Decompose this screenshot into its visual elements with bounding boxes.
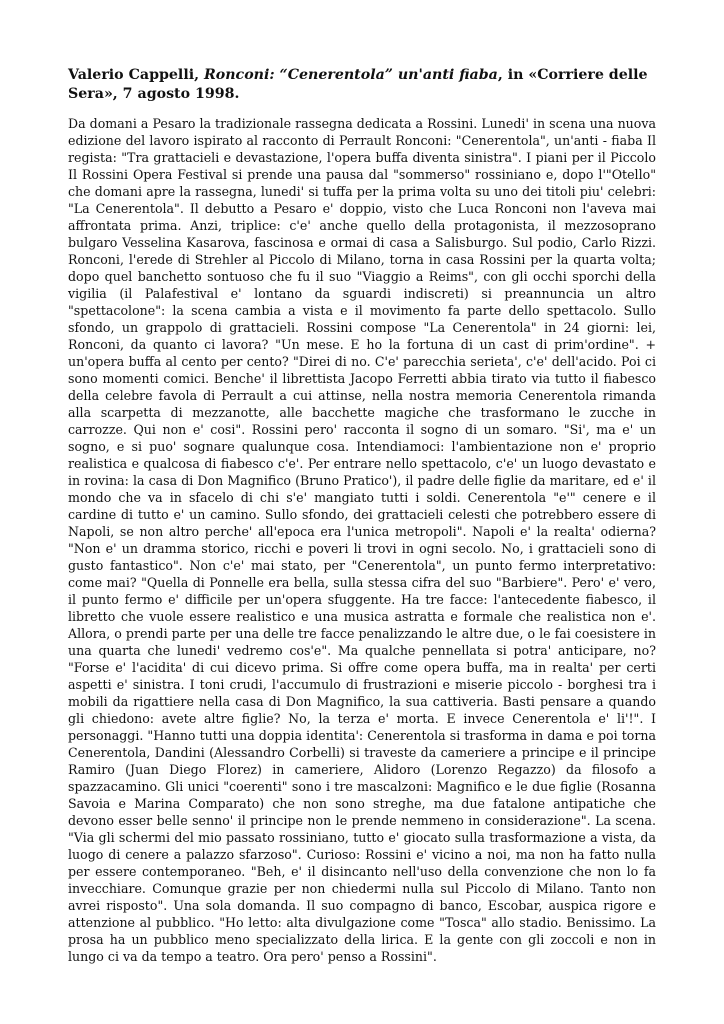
article-author: Valerio Cappelli, xyxy=(68,67,204,83)
article-heading xyxy=(68,66,656,104)
article-body: Da domani a Pesaro la tradizionale rassegna dedicata a Rossini. Lunedi' in scena una nuova edizione del lavoro ispirato al racconto di Perrault Ronconi: "Cenerentola", un'anti - fiaba Il regista: "Tra grattacieli e devastazione, l'opera buffa diventa sinistra". I piani per il Piccolo Il Rossini Opera Festival si prende una pausa dal "sommerso" rossiniano e, dopo l'"Otello" che domani apre la rassegna, lunedi' si tuffa per la prima volta su uno dei titoli piu' celebri: "La Cenerentola". Il debutto a Pesaro e' doppio, visto che Luca Ronconi non l'aveva mai affrontata prima. Anzi, triplice: c'e' anche quello della protagonista, il mezzosoprano bulgaro Vesselina Kasarova, fascinosa e ormai di casa a Salisburgo. Sul podio, Carlo Rizzi. Ronconi, l'erede di Strehler al Piccolo di Milano, torna in casa Rossini per la quarta volta; dopo quel banchetto sontuoso che fu il suo "Viaggio a Reims", con gli occhi sporchi della vigilia (il Palafestival e' lontano da sguardi indiscreti) si preannuncia un altro "spettacolone": la scena cambia a vista e il movimento fa parte dello spettacolo. Sullo sfondo, un grappolo di grattacieli. Rossini compose "La Cenerentola" in 24 giorni: lei, Ronconi, da quanto ci lavora? "Un mese. E ho la fortuna di un cast di prim'ordine". + un'opera buffa al cento per cento? "Direi di no. C'e' parecchia serieta', c'e' dell'acido. Poi ci sono momenti comici. Benche' il librettista Jacopo Ferretti abbia tirato via tutto il fiabesco della celebre favola di Perrault a cui attinse, nella nostra memoria Cenerentola rimanda alla scarpetta di mezzanotte, alle bacchette magiche che trasformano le zucche in carrozze. Qui non e' cosi". Rossini pero' racconta il sogno di un somaro. "Si', ma e' un sogno, e si puo' sognare qualunque cosa. Intendiamoci: l'ambientazione non e' proprio realistica e qualcosa di fiabesco c'e'. Per entrare nello spettacolo, c'e' un luogo devastato e in rovina: la casa di Don Magnifico (Bruno Pratico'), il padre delle figlie da maritare, ed e' il mondo che va in sfacelo di chi s'e' mangiato tutti i soldi. Cenerentola "e'" cenere e il cardine di tutto e' un camino. Sullo sfondo, dei grattacieli celesti che potrebbero essere di Napoli, se non altro perche' all'epoca era l'unica metropoli". Napoli e' la realta' odierna? "Non e' un dramma storico, ricchi e poveri li trovi in ogni secolo. No, i grattacieli sono di gusto fantastico". Non c'e' mai stato, per "Cenerentola", un punto fermo interpretativo: come mai? "Quella di Ponnelle era bella, sulla stessa cifra del suo "Barbiere". Pero' e' vero, il punto fermo e' difficile per un'opera sfuggente. Ha tre facce: l'antecedente fiabesco, il libretto che vuole essere realistico e una musica astratta e formale che realistica non e'. Allora, o prendi parte per una delle tre facce penalizzando le altre due, o le fai coesistere in una quarta che lunedi' vedremo cos'e". Ma qualche pennellata si potra' anticipare, no? "Forse e' l'acidita' di cui dicevo prima. Si offre come opera buffa, ma in realta' per certi aspetti e' sinistra. I toni crudi, l'accumulo di frustrazioni e miserie piccolo - borghesi tra i mobili da rigattiere nella casa di Don Magnifico, la sua cattiveria. Basti pensare a quando gli chiedono: avete altre figlie? No, la terza e' morta. E invece Cenerentola e' li'!". I personaggi. "Hanno tutti una doppia identita': Cenerentola si trasforma in dama e poi torna Cenerentola, Dandini (Alessandro Corbelli) si traveste da cameriere a principe e il principe Ramiro (Juan Diego Florez) in cameriere, Alidoro (Lorenzo Regazzo) da filosofo a spazzacamino. Gli unici "coerenti" sono i tre mascalzoni: Magnifico e le due figlie (Rosanna Savoia e Marina Comparato) che non sono streghe, ma due fatalone antipatiche che devono esser belle senno' il principe non le prende nemmeno in considerazione". La scena. "Via gli schermi del mio passato rossiniano, tutto e' giocato sulla trasformazione a vista, da luogo di cenere a palazzo sfarzoso". Curioso: Rossini e' vicino a noi, ma non ha fatto nulla per essere contemporaneo. "Beh, e' il disincanto nell'uso della convenzione che non lo fa invecchiare. Comunque grazie per non chiedermi nulla sul Piccolo di Milano. Tanto non avrei risposto". Una sola domanda. Il suo compagno di banco, Escobar, auspica rigore e attenzione al pubblico. "Ho letto: alta divulgazione come "Tosca" allo stadio. Benissimo. La prosa ha un pubblico meno specializzato della lirica. E la gente con gli zoccoli e non in lungo ci va da tempo a teatro. Ora pero' penso a Rossini". xyxy=(68,116,656,964)
document-page xyxy=(68,66,656,965)
article-source: , in «Corriere delle Sera», 7 agosto 1998. xyxy=(68,67,648,102)
article-title: Ronconi: “Cenerentola” un'anti fiaba xyxy=(203,67,498,83)
